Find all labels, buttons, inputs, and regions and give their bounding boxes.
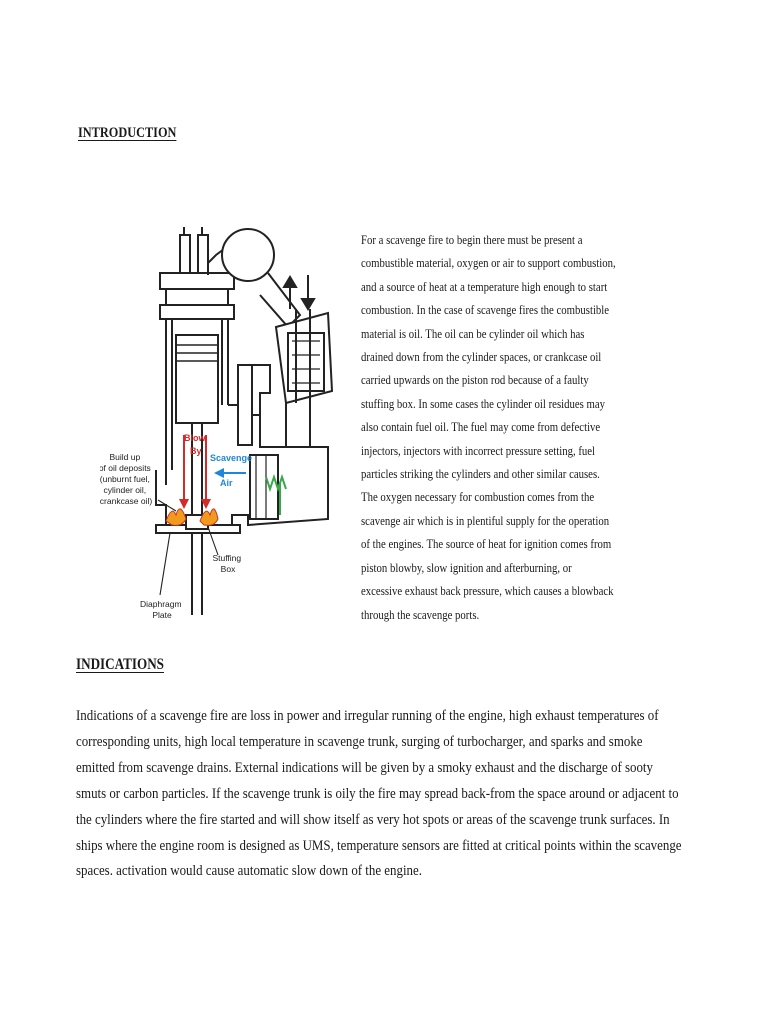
indications-line: corresponding units, high local temperature in scavenge trunk, surging of turbocharger, and sparks and smoke — [76, 732, 643, 750]
intro-line: scavenge air which is in plentiful supply for the operation — [361, 513, 610, 528]
scavenge-fire-diagram — [100, 215, 340, 630]
indications-line: smuts or carbon particles. If the scavenge trunk is oily the fire may spread back-from the space around or adjacent to — [76, 784, 679, 802]
intro-line: combustion. In the case of scavenge fires the combustible — [361, 303, 610, 318]
intro-line: particles striking the cylinders and other similar causes. — [361, 467, 600, 482]
by-label: By — [190, 446, 202, 456]
introduction-paragraph — [361, 229, 691, 627]
intro-line: material is oil. The oil can be cylinder oil which has — [361, 326, 585, 341]
air-label: Air — [220, 478, 233, 488]
stuffing-box-label: Stuffing Box — [212, 553, 242, 574]
blow-label: Blow — [184, 433, 206, 443]
intro-line: drained down from the cylinder spaces, or crankcase oil — [361, 350, 602, 365]
indications-line: ships where the engine room is designed as UMS, temperature sensors are fitted at critical points within the scavenge — [76, 836, 682, 854]
introduction-heading: INTRODUCTION — [78, 125, 177, 141]
diaphragm-plate-label: Diaphragm Plate — [140, 599, 182, 620]
build-up-label: Build up of oil deposits (unburnt fuel, cylinder oil, crankcase oil) — [100, 452, 153, 506]
indications-line: Indications of a scavenge fire are loss in power and irregular running of the engine, high exhaust temperatures of — [76, 707, 659, 724]
intro-line: and a source of heat at a temperature high enough to start — [361, 279, 608, 294]
intro-line: piston blowby, slow ignition and afterburning, or — [361, 560, 572, 575]
intro-line: combustible material, oxygen or air to support combustion, — [361, 256, 616, 271]
scavenge-label: Scavenge — [210, 453, 253, 463]
indications-line: spaces. activation would cause automatic slow down of the engine. — [76, 862, 422, 880]
indications-line: emitted from scavenge drains. External indications will be given by a smoky exhaust and the discharge of sooty — [76, 758, 653, 776]
intro-line: For a scavenge fire to begin there must be present a — [361, 233, 583, 247]
intro-line: injectors, injectors with incorrect pressure setting, fuel — [361, 443, 596, 458]
indications-paragraph — [76, 703, 768, 884]
intro-line: excessive exhaust back pressure, which causes a blowback — [361, 584, 614, 599]
intro-line: through the scavenge ports. — [361, 607, 480, 622]
intro-line: also contain fuel oil. The fuel may come from defective — [361, 420, 601, 435]
intro-line: carried upwards on the piston rod because of a faulty — [361, 373, 589, 388]
intro-line: The oxygen necessary for combustion comes from the — [361, 490, 595, 505]
indications-line: the cylinders where the fire started and will show itself as very hot spots or areas of the scavenge trunk surfaces. In — [76, 810, 670, 828]
intro-line: stuffing box. In some cases the cylinder oil residues may — [361, 396, 606, 411]
indications-heading: INDICATIONS — [76, 656, 164, 673]
intro-line: of the engines. The source of heat for ignition comes from — [361, 537, 612, 552]
